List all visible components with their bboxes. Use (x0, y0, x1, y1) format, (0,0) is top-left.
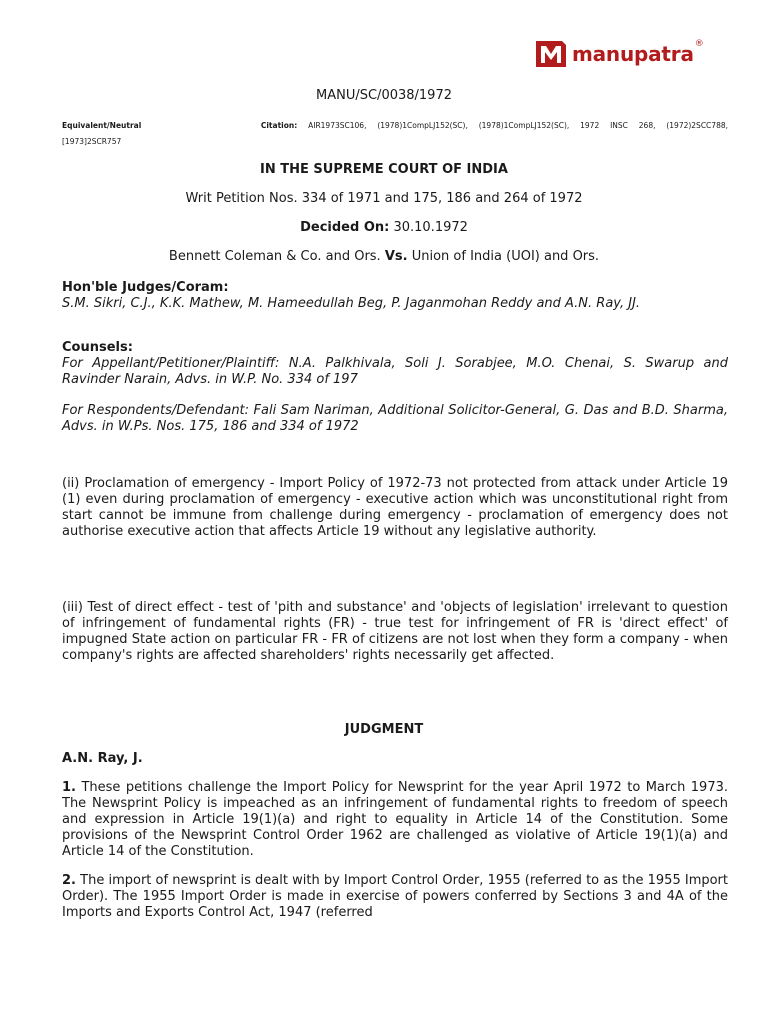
citation-key: Citation: (260, 121, 298, 130)
citation-label: Equivalent/Neutral (62, 121, 142, 130)
paragraph-text: The import of newsprint is dealt with by Import Control Order, 1955 (referred to as the 1955 Import Order). The 1955 Import Order is made in exercise of powers conferred by Sections 3 and 4A of the Imports and Exports Control Act, 1947 (referred (62, 873, 729, 920)
judgment-heading: JUDGMENT (344, 722, 424, 737)
court-title: IN THE SUPREME COURT OF INDIA (260, 162, 508, 177)
judges-list: S.M. Sikri, C.J., K.K. Mathew, M. Hameedullah Beg, P. Jaganmohan Reddy and A.N. Ray, JJ. (62, 296, 641, 311)
judgment-author: A.N. Ray, J. (62, 751, 143, 766)
headnote-iii: (iii) Test of direct effect - test of 'pith and substance' and 'objects of legislation' irrelevant to question of infringement of fundamental rights (FR) - true test for infringement of FR is 'direct effect' of impugned State action on particular FR - FR of citizens are not lost when they form a company - when company's rights are affected shareholders' rights necessarily get affected. (62, 600, 728, 663)
decided-label: Decided On: (300, 220, 390, 235)
judges-heading: Hon'ble Judges/Coram: (62, 280, 229, 295)
writ-petition: Writ Petition Nos. 334 of 1971 and 175, 186 and 264 of 1972 (185, 191, 583, 206)
party-appellant: Bennett Coleman & Co. and Ors. (168, 249, 381, 264)
judgment-paragraph-2 (62, 873, 728, 921)
decided-date: 30.10.1972 (393, 220, 468, 235)
counsel-respondent: For Respondents/Defendant: Fali Sam Nariman, Additional Solicitor-General, G. Das and B.D. Sharma, Advs. in W.Ps. Nos. 175, 186 and 334 of 1972 (62, 403, 728, 434)
decided-on (0, 220, 768, 235)
judgment-paragraph-1 (62, 780, 728, 860)
counsel-appellant: For Appellant/Petitioner/Plaintiff: N.A. Palkhivala, Soli J. Sorabjee, M.O. Chenai, S. Swarup and Ravinder Narain, Advs. in W.P. No. 334 of 197 (62, 356, 728, 387)
equivalent-citation-line (62, 117, 728, 134)
paragraph-text: These petitions challenge the Import Policy for Newsprint for the year April 1972 to March 1973. The Newsprint Policy is impeached as an infringement of fundamental rights to freedom of speech and expression in Article 19(1)(a) and right to equality in Article 14 of the Constitution. Some provisions of the Newsprint Control Order 1962 are challenged as violative of Article 19(1)(a) and Article 14 of the Constitution. (62, 780, 728, 859)
citation-continuation: [1973]2SCR757 (62, 137, 122, 146)
headnote-ii: (ii) Proclamation of emergency - Import Policy of 1972-73 not protected from attack under Article 19 (1) even during proclamation of emergency - executive action which was unconstitutional right from start cannot be immune from challenge during emergency - proclamation of emergency does not authorise executive action that affects Article 19 without any legislative authority. (62, 476, 728, 539)
paragraph-number: 2. (62, 873, 76, 888)
manu-citation: MANU/SC/0038/1972 (316, 88, 452, 103)
party-respondent: Union of India (UOI) and Ors. (411, 249, 600, 264)
paragraph-number: 1. (62, 780, 76, 795)
versus: Vs. (384, 249, 408, 264)
manupatra-logo (536, 37, 726, 71)
logo-wordmark: manupatra (572, 42, 694, 66)
citation-values: AIR1973SC106, (1978)1CompLJ152(SC), (1978)1CompLJ152(SC), 1972 INSC 268, (1972)2SCC788, (308, 121, 728, 130)
registered-mark: ® (694, 39, 704, 49)
manupatra-m-logo-icon (536, 39, 568, 69)
parties (0, 249, 768, 264)
counsels-heading: Counsels: (62, 340, 133, 355)
